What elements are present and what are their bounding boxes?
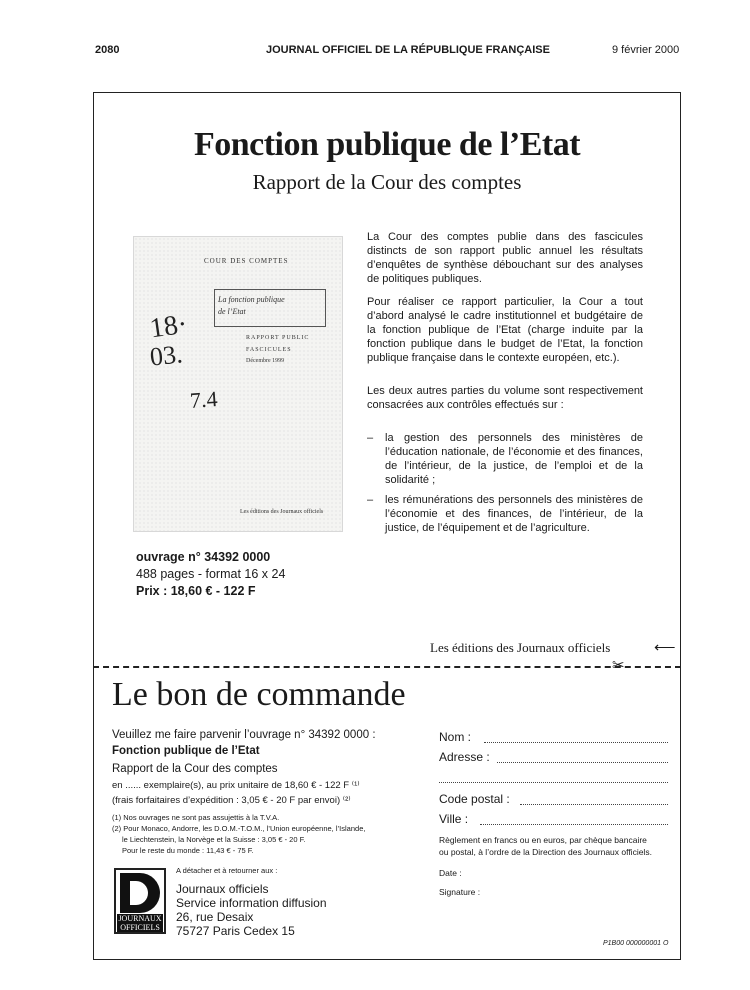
description-paragraph-1: La Cour des comptes publie dans des fascicules distincts de son rapport public annuel les résultats d’enquêtes de synthèse débouchant sur des analyses de politiques publiques.: [367, 231, 643, 285]
editions-label: Les éditions des Journaux officiels: [430, 640, 611, 655]
description-bullet-2: [367, 493, 643, 541]
journal-title: JOURNAL OFFICIEL DE LA RÉPUBLIQUE FRANÇAISE: [266, 44, 550, 56]
description-paragraph-2: Pour réaliser ce rapport particulier, la Cour a tout d’abord analysé le cadre institutionnel et budgétaire de la fonction publique de l’Etat (charge induite par la fonction publique dans le budget de l’Etat, la fonction publique française dans le contexte européen, etc.).: [367, 296, 643, 364]
ouvrage-price: Prix : 18,60 € - 122 F: [136, 584, 256, 598]
order-form-title: Le bon de commande: [112, 676, 406, 713]
code-postal-field[interactable]: [520, 804, 668, 805]
order-line-subtitle: Rapport de la Cour des comptes: [112, 763, 278, 775]
adresse-field-line-2[interactable]: [439, 782, 668, 783]
address-line-1: Journaux officiels: [176, 882, 269, 896]
cover-report-line3: Décembre 1999: [246, 358, 285, 364]
handwritten-mark-3: 7.4: [189, 386, 219, 413]
description-paragraph-3: Les deux autres parties du volume sont respectivement consacrées aux contrôles effectués sur :: [367, 385, 643, 411]
main-title: Fonction publique de l’Etat: [193, 126, 581, 163]
cover-title-line1: La fonction publique: [218, 295, 285, 304]
issue-date: 9 février 2000: [612, 44, 680, 56]
journaux-officiels-logo: [114, 868, 166, 934]
bullet-dash: –: [367, 432, 374, 444]
arrow-left-icon: ⟵: [654, 639, 676, 656]
footnote-3: le Liechtenstein, la Norvège et la Suisse : 3,05 € - 20 F.: [122, 835, 306, 844]
logo-text-1: JOURNAUX: [118, 914, 162, 923]
reglement-line-1: Règlement en francs ou en euros, par chèque bancaire: [439, 835, 647, 845]
footnote-4: Pour le reste du monde : 11,43 € - 75 F.: [122, 846, 254, 855]
reglement-line-2: ou postal, à l’ordre de la Direction des Journaux officiels.: [439, 847, 652, 857]
bullet-dash: –: [367, 494, 374, 506]
ouvrage-pages: 488 pages - format 16 x 24: [136, 567, 286, 581]
page-number: 2080: [95, 44, 120, 56]
ville-field[interactable]: [480, 824, 668, 825]
handwritten-mark-1: 18·: [147, 308, 190, 345]
ouvrage-number: ouvrage n° 34392 0000: [136, 550, 271, 564]
order-line-shipping: (frais forfaitaires d’expédition : 3,05 € - 20 F par envoi) ⁽²⁾: [112, 795, 351, 806]
date-label: Date :: [439, 868, 462, 878]
signature-label: Signature :: [439, 887, 481, 897]
cover-report-line1: RAPPORT PUBLIC: [246, 335, 310, 341]
adresse-field[interactable]: [497, 762, 668, 763]
adresse-label: Adresse :: [439, 750, 490, 764]
nom-label: Nom :: [439, 730, 472, 744]
cover-title-line2: de l’Etat: [218, 307, 246, 316]
footnote-2: (2) Pour Monaco, Andorre, les D.O.M.-T.O.M., l’Union européenne, l’Islande,: [112, 824, 366, 833]
cover-publisher: Les éditions des Journaux officiels: [240, 509, 324, 515]
address-line-3: 26, rue Desaix: [176, 910, 254, 924]
main-subtitle: Rapport de la Cour des comptes: [252, 170, 522, 194]
description-bullet-1: [367, 431, 643, 491]
order-line-request: Veuillez me faire parvenir l’ouvrage n° 34392 0000 :: [112, 729, 376, 741]
address-line-4: 75727 Paris Cedex 15: [176, 924, 295, 938]
handwritten-mark-2: 03.: [148, 339, 184, 372]
footnote-1: (1) Nos ouvrages ne sont pas assujettis à la T.V.A.: [112, 813, 280, 822]
scissors-icon: ✂: [612, 657, 625, 674]
bullet-text: la gestion des personnels des ministères de l’éducation nationale, de l’économie et des finances, de l’intérieur, de la justice, de l’emploi et de la solidarité ;: [385, 432, 643, 486]
cut-line: [93, 666, 681, 668]
bullet-text: les rémunérations des personnels des ministères de l’économie et des finances, de l’intérieur, de la justice, de l’équipement et de l’agriculture.: [385, 494, 643, 534]
detach-instruction: A détacher et à retourner aux :: [176, 866, 278, 875]
cover-org: COUR DES COMPTES: [204, 257, 289, 265]
order-line-quantity: en ...... exemplaire(s), au prix unitaire de 18,60 € - 122 F ⁽¹⁾: [112, 780, 360, 791]
code-postal-label: Code postal :: [439, 792, 510, 806]
cover-report-line2: FASCICULES: [246, 347, 292, 353]
ville-label: Ville :: [439, 812, 469, 826]
logo-text-2: OFFICIELS: [117, 923, 163, 932]
order-line-title: Fonction publique de l’Etat: [112, 745, 260, 757]
reference-code: P1B00 000000001 O: [603, 940, 669, 947]
nom-field[interactable]: [484, 742, 668, 743]
address-line-2: Service information diffusion: [176, 896, 327, 910]
book-cover: [133, 236, 343, 532]
